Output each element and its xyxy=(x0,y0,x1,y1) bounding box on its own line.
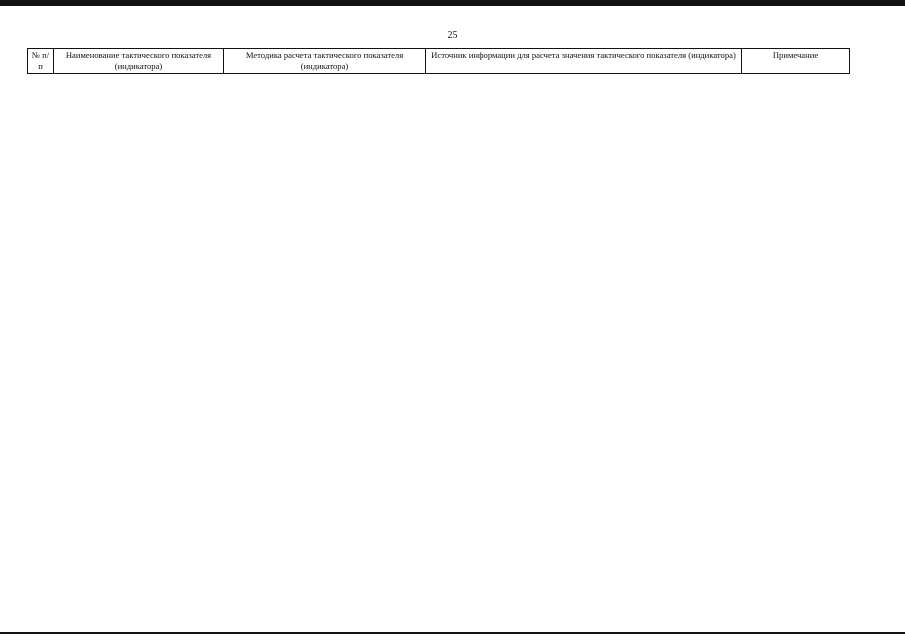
header-calculation-method: Методика расчета тактического показателя (индикатора) xyxy=(224,49,426,74)
table-header xyxy=(28,49,850,74)
header-number: № п/п xyxy=(28,49,54,74)
page-number: 25 xyxy=(447,30,458,41)
indicator-table xyxy=(27,48,850,74)
bottom-border xyxy=(0,632,905,634)
header-note: Примечание xyxy=(742,49,850,74)
top-border xyxy=(0,0,905,6)
header-information-source: Источник информации для расчета значения тактического показателя (индикатора) xyxy=(426,49,742,74)
header-indicator-name: Наименование тактического показателя (индикатора) xyxy=(54,49,224,74)
